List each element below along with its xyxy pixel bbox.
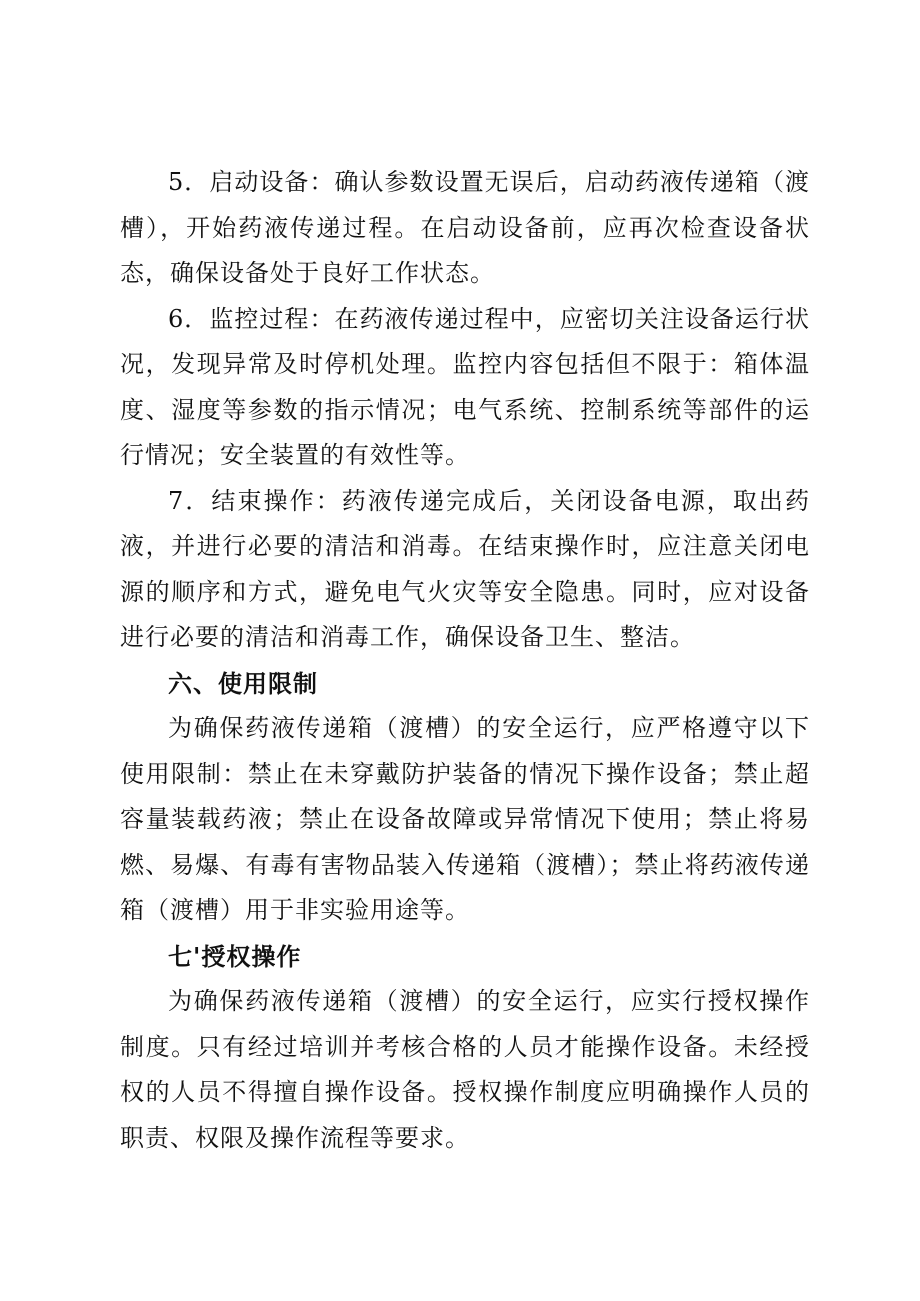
paragraph-monitor-process: 6．监控过程：在药液传递过程中，应密切关注设备运行状况，发现异常及时停机处理。监控内容包括但不限于：箱体温度、湿度等参数的指示情况；电气系统、控制系统等部件的运行情况；安全装置的有效性等。 (120, 304, 810, 469)
section-heading-usage-limits: 六、使用限制 (168, 668, 318, 698)
paragraph-usage-limits: 为确保药液传递箱（渡槽）的安全运行，应严格遵守以下使用限制：禁止在未穿戴防护装备的情况下操作设备；禁止超容量装载药液；禁止在设备故障或异常情况下使用；禁止将易燃、易爆、有毒有害物品装入传递箱（渡槽）；禁止将药液传递箱（渡槽）用于非实验用途等。 (120, 714, 810, 924)
paragraph-start-equipment: 5．启动设备：确认参数设置无误后，启动药液传递箱（渡槽），开始药液传递过程。在启动设备前，应再次检查设备状态，确保设备处于良好工作状态。 (120, 168, 810, 287)
paragraph-end-operation: 7．结束操作：药液传递完成后，关闭设备电源，取出药液，并进行必要的清洁和消毒。在结束操作时，应注意关闭电源的顺序和方式，避免电气火灾等安全隐患。同时，应对设备进行必要的清洁和消毒工作，确保设备卫生、整洁。 (120, 486, 810, 651)
section-heading-authorized-operation: 七'授权操作 (168, 941, 302, 971)
paragraph-authorized-operation: 为确保药液传递箱（渡槽）的安全运行，应实行授权操作制度。只有经过培训并考核合格的人员才能操作设备。未经授权的人员不得擅自操作设备。授权操作制度应明确操作人员的职责、权限及操作流程等要求。 (120, 987, 810, 1152)
document-body (120, 160, 810, 1161)
